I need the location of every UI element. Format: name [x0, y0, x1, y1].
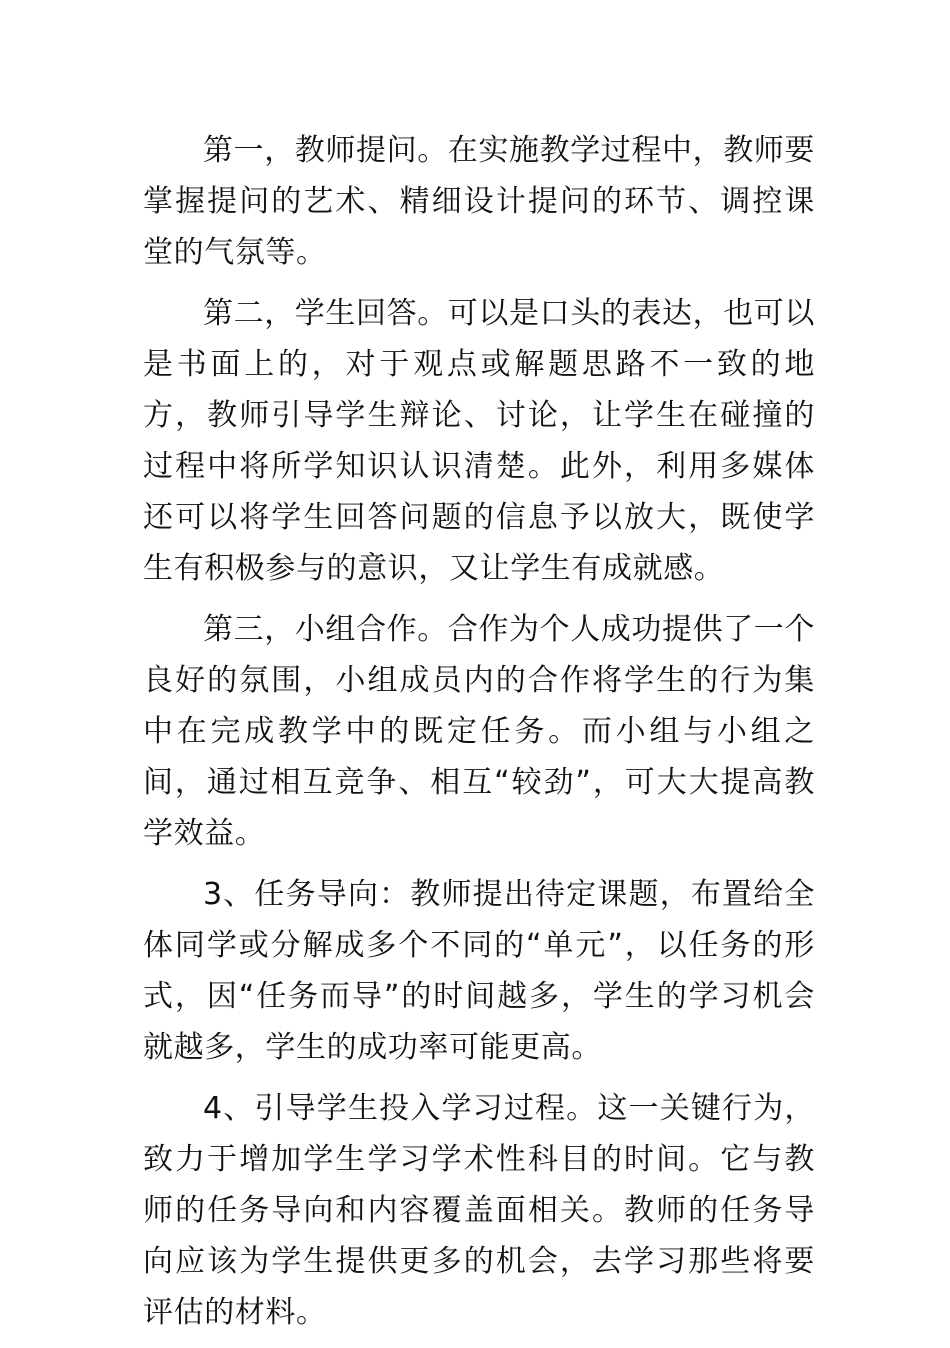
paragraph-teacher-questioning: 第一，教师提问。在实施教学过程中，教师要掌握提问的艺术、精细设计提问的环节、调控课堂的气氛等。	[143, 133, 815, 270]
paragraph-group-cooperation: 第三，小组合作。合作为个人成功提供了一个良好的氛围，小组成员内的合作将学生的行为集中在完成教学中的既定任务。而小组与小组之间，通过相互竞争、相互“较劲”，可大大提高教学效益。	[143, 612, 815, 851]
paragraph-student-engagement: 4、引导学生投入学习过程。这一关键行为，致力于增加学生学习学术性科目的时间。它与教师的任务导向和内容覆盖面相关。教师的任务导向应该为学生提供更多的机会，去学习那些将要评估的材料。	[143, 1091, 815, 1330]
paragraph-task-orientation: 3、任务导向：教师提出待定课题，布置给全体同学或分解成多个不同的“单元”，以任务的形式，因“任务而导”的时间越多，学生的学习机会就越多，学生的成功率可能更高。	[143, 877, 815, 1065]
document-body	[143, 125, 815, 1348]
paragraph-student-answering: 第二，学生回答。可以是口头的表达，也可以是书面上的，对于观点或解题思路不一致的地方，教师引导学生辩论、讨论，让学生在碰撞的过程中将所学知识认识清楚。此外，利用多媒体还可以将学生回答问题的信息予以放大，既使学生有积极参与的意识，又让学生有成就感。	[143, 296, 815, 586]
